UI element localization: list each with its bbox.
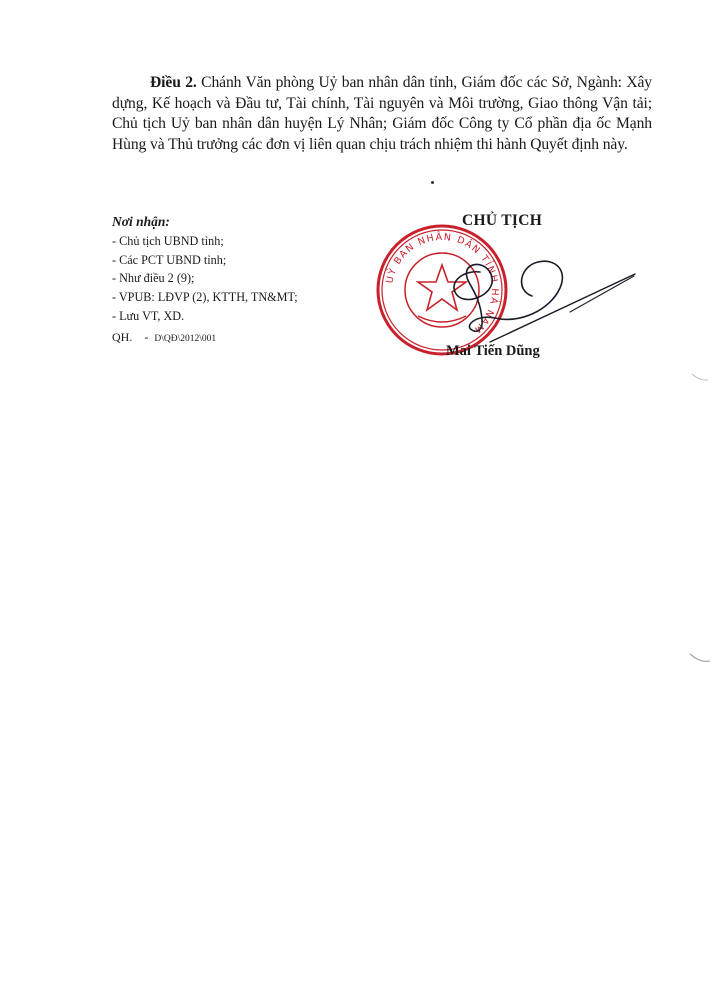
recipient-item: - Các PCT UBND tỉnh;: [112, 252, 227, 267]
ink-dot: [431, 181, 434, 184]
recipients-heading: Nơi nhận:: [112, 214, 170, 229]
recipient-item: - Chủ tịch UBND tỉnh;: [112, 233, 224, 248]
recipient-item: - Lưu VT, XD.: [112, 308, 185, 323]
handwritten-signature-icon: [420, 230, 650, 350]
reference-line: [112, 330, 216, 345]
reference-dash: -: [144, 330, 149, 344]
recipients-block: [112, 213, 372, 326]
article-text: Chánh Văn phòng Uỷ ban nhân dân tỉnh, Giám đốc các Sở, Ngành: Xây dựng, Kế hoạch và Đầu tư, Tài chính, Tài nguyên và Môi trường, Giao thông Vận tải; Chủ tịch Uỷ ban nhân dân huyện Lý Nhân; Giám đốc Công ty Cổ phần địa ốc Mạnh Hùng và Thủ trưởng các đơn vị liên quan chịu trách nhiệm thi hành Quyết định này.: [112, 74, 652, 153]
article-label: Điều 2.: [150, 74, 197, 91]
signer-title: CHỦ TỊCH: [462, 212, 543, 229]
recipient-item: - VPUB: LĐVP (2), KTTH, TN&MT;: [112, 290, 298, 305]
recipient-item: - Như điều 2 (9);: [112, 271, 195, 286]
article-2-paragraph: [112, 73, 652, 155]
reference-prefix: QH.: [112, 330, 133, 344]
page-mark-icon: [688, 652, 712, 666]
reference-code: D\QĐ\2012\001: [154, 334, 217, 344]
svg-text:UỶ BAN NHÂN DÂN TỈNH HÀ NAM: UỶ BAN NHÂN DÂN TỈNH HÀ NAM: [384, 231, 501, 336]
signer-name: Mai Tiến Dũng: [446, 343, 540, 359]
page-mark-icon: [690, 372, 710, 384]
